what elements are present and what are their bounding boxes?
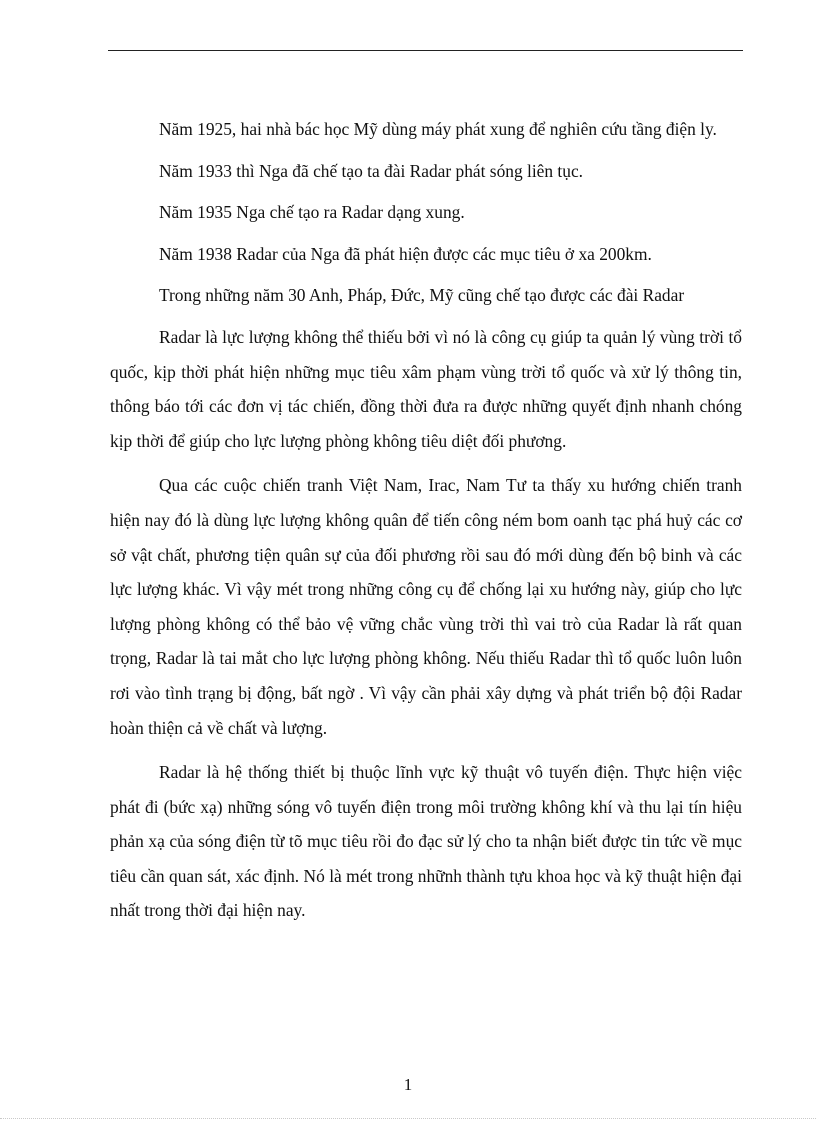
footer-dotted-border [0,1118,816,1119]
paragraph-1935: Năm 1935 Nga chế tạo ra Radar dạng xung. [159,202,465,223]
paragraph-1925: Năm 1925, hai nhà bác học Mỹ dùng máy phát xung để nghiên cứu tầng điện ly. [159,119,717,139]
paragraph-1938: Năm 1938 Radar của Nga đã phát hiện được các mục tiêu ở xa 200km. [159,243,652,264]
paragraph-1933: Năm 1933 thì Nga đã chế tạo ta đài Radar phát sóng liên tục. [159,160,584,181]
paragraph-radar-role: Radar là lực lượng không thể thiếu bởi vì nó là công cụ giúp ta quản lý vùng trời tổ quốc, kịp thời phát hiện những mục tiêu xâm phạm vùng trời tổ quốc và xử lý thông tin, thông báo tới các đơn vị tác chiến, đồng thời đưa ra được những quyết định nhanh chóng kịp thời để giúp cho lực lượng phòng không tiêu diệt đối phương. [110,326,742,451]
header-rule [108,50,743,51]
paragraph-30s: Trong những năm 30 Anh, Pháp, Đức, Mỹ cũng chế tạo được các đài Radar [159,285,685,306]
document-body [110,112,742,928]
paragraph-war-trends: Qua các cuộc chiến tranh Việt Nam, Irac, Nam Tư ta thấy xu hướng chiến tranh hiện nay đó là dùng lực lượng không quân để tiến công ném bom oanh tạc phá huỷ các cơ sở vật chất, phương tiện quân sự của đối phương rồi sau đó mới dùng đến bộ binh và các lực lượng khác. Vì vậy mét trong những công cụ để chống lại xu hướng này, giúp cho lực lượng phòng không có thể bảo vệ vững chắc vùng trời thì vai trò của Radar là rất quan trọng, Radar là tai mắt cho lực lượng phòng không. Nếu thiếu Radar thì tổ quốc luôn luôn rơi vào tình trạng bị động, bất ngờ . Vì vậy cần phải xây dựng và phát triển bộ đội Radar hoàn thiện cả về chất và lượng. [110,475,742,738]
page-number: 1 [403,1075,413,1094]
paragraph-radar-definition: Radar là hệ thống thiết bị thuộc lĩnh vực kỹ thuật vô tuyến điện. Thực hiện việc phát đi (bức xạ) những sóng vô tuyến điện trong môi trường không khí và thu lại tín hiệu phản xạ của sóng điện từ tõ mục tiêu rồi đo đạc sử lý cho ta nhận biết được tin tức về mục tiêu cần quan sát, xác định. Nó là mét trong nhữnh thành tựu khoa học và kỹ thuật hiện đại nhất trong thời đại hiện nay. [110,762,742,921]
